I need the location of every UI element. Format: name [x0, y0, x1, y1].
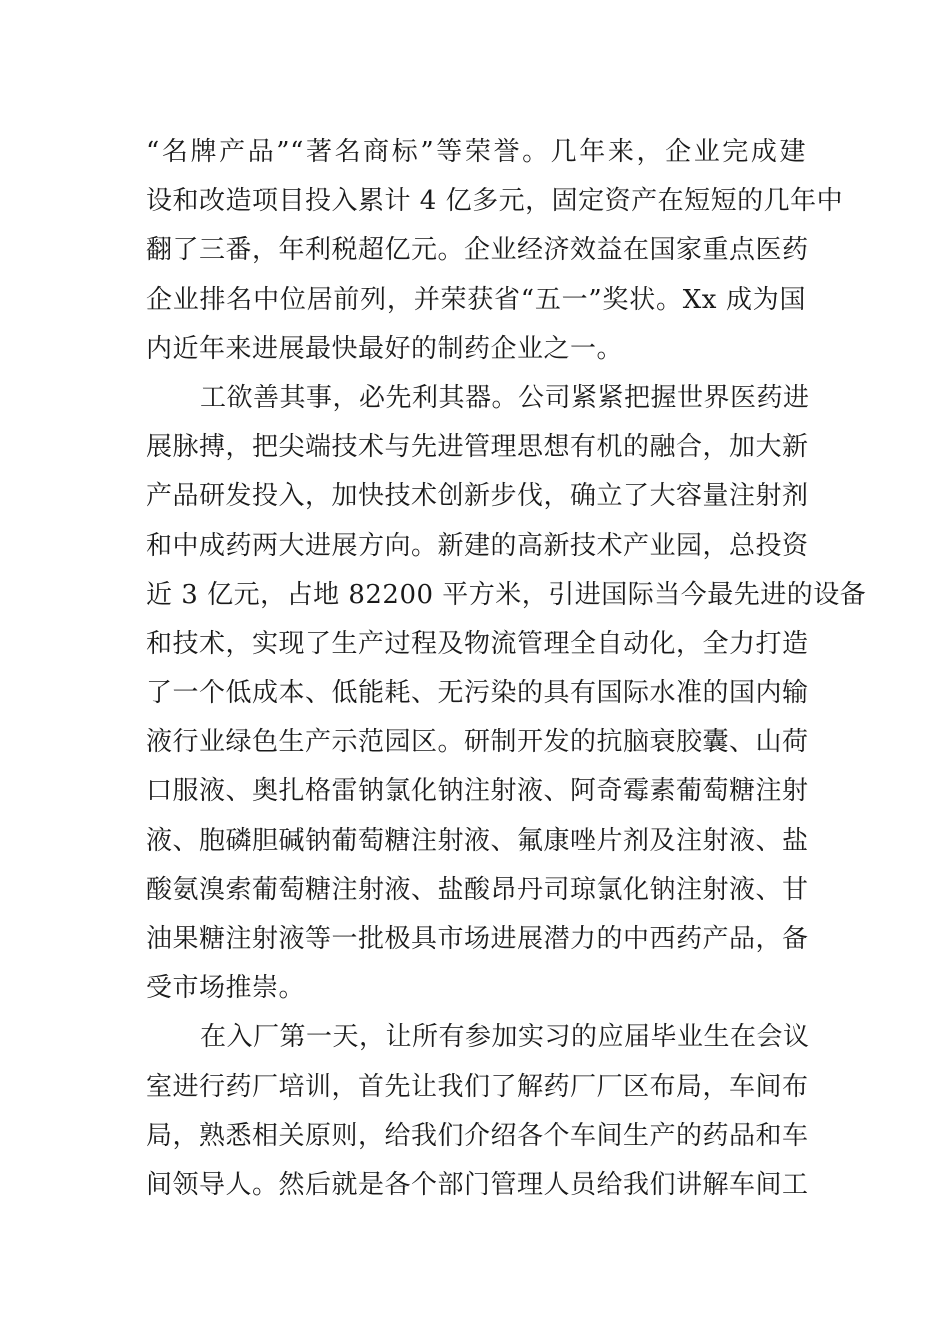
text-line: 间领导人。然后就是各个部门管理人员给我们讲解车间工	[146, 1169, 809, 1200]
text-line: 液行业绿色生产示范园区。研制开发的抗脑衰胶囊、山荷	[146, 727, 809, 758]
text-line: 酸氨溴索葡萄糖注射液、盐酸昂丹司琼氯化钠注射液、甘	[146, 874, 809, 905]
text-line: 和中成药两大进展方向。新建的高新技术产业园，总投资	[146, 530, 809, 561]
text-line: 企业排名中位居前列，并荣获省“五一”奖状。Xx 成为国	[146, 284, 806, 315]
text-line: 油果糖注射液等一批极具市场进展潜力的中西药产品，备	[146, 924, 809, 954]
text-line: 工欲善其事，必先利其器。公司紧紧把握世界医药进	[200, 382, 810, 413]
text-line: 局，熟悉相关原则，给我们介绍各个车间生产的药品和车	[146, 1120, 809, 1151]
text-line: 室进行药厂培训，首先让我们了解药厂厂区布局，车间布	[146, 1071, 809, 1102]
text-line: 产品研发投入，加快技术创新步伐，确立了大容量注射剂	[146, 481, 809, 512]
text-line: 了一个低成本、低能耗、无污染的具有国际水准的国内输	[146, 678, 809, 709]
paragraph-1	[146, 128, 844, 374]
text-line: 受市场推崇。	[146, 973, 306, 1004]
text-line: 在入厂第一天，让所有参加实习的应届毕业生在会议	[200, 1022, 810, 1053]
document-body	[146, 128, 867, 1210]
text-line: 近 3 亿元，占地 82200 平方米，引进国际当今最先进的设备	[146, 579, 867, 610]
text-line: 翻了三番，年利税超亿元。企业经济效益在国家重点医药	[146, 235, 809, 266]
text-line: 展脉搏，把尖端技术与先进管理思想有机的融合，加大新	[146, 432, 809, 463]
text-line: 和技术，实现了生产过程及物流管理全自动化，全力打造	[146, 628, 809, 659]
paragraph-3	[146, 1013, 810, 1210]
paragraph-2	[146, 374, 867, 1013]
text-line: “名牌产品”“著名商标”等荣誉。几年来，企业完成建	[146, 137, 806, 167]
text-line: 口服液、奥扎格雷钠氯化钠注射液、阿奇霉素葡萄糖注射	[146, 776, 809, 807]
text-line: 设和改造项目投入累计 4 亿多元，固定资产在短短的几年中	[146, 186, 844, 217]
text-line: 液、胞磷胆碱钠葡萄糖注射液、氟康唑片剂及注射液、盐	[146, 825, 809, 856]
text-line: 内近年来进展最快最好的制药企业之一。	[146, 333, 624, 364]
